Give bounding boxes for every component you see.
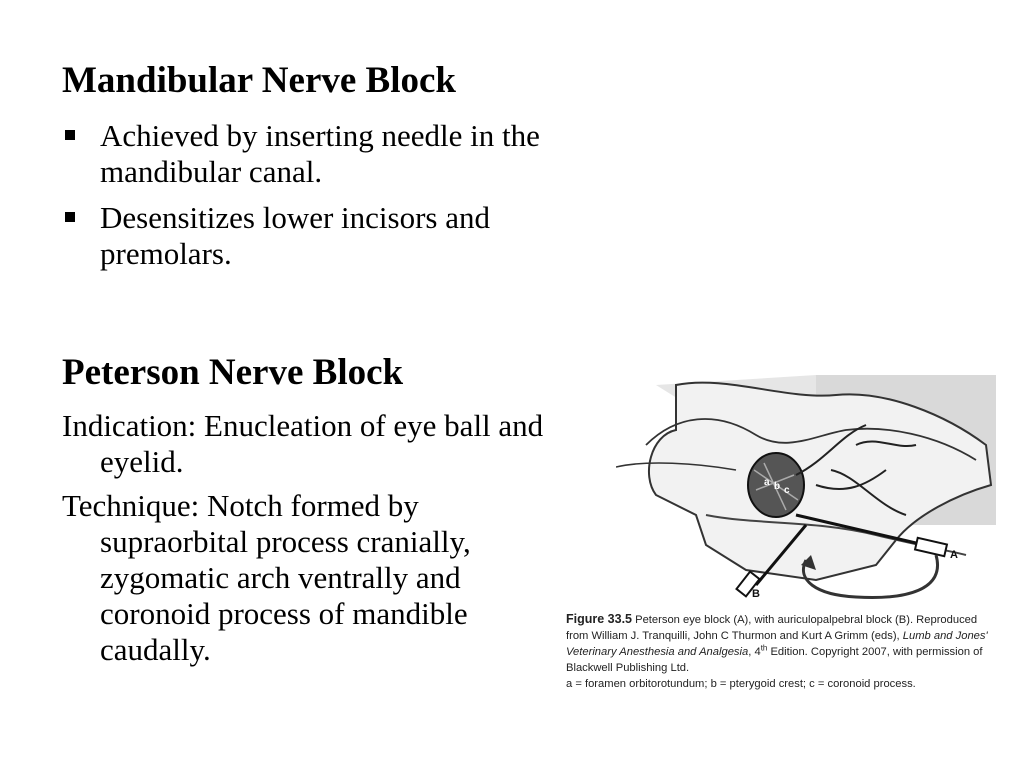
label-b: B — [752, 588, 760, 600]
label-a-small: a — [764, 477, 770, 488]
label-c-small: c — [784, 485, 790, 496]
label-a: A — [950, 549, 958, 561]
section-title-peterson: Peterson Nerve Block — [62, 352, 404, 393]
bullet-item — [62, 118, 562, 190]
figure — [566, 375, 1001, 725]
bullet-list — [62, 118, 562, 282]
label-b-small: b — [774, 481, 781, 492]
bullet-text: Achieved by inserting needle in the mandibular canal. — [100, 118, 540, 189]
bullet-text: Desensitizes lower incisors and premolars. — [100, 200, 490, 271]
caption-line1: Peterson eye block (A), with auriculopalpebral block (B). Reproduced from William J. Tranquilli, John C Thurmon and Kurt A Grimm (eds), — [566, 614, 978, 642]
technique-text: Technique: Notch formed by supraorbital process cranially, zygomatic arch ventrally and coronoid process of mandible caudally. — [62, 488, 471, 667]
square-bullet-icon — [65, 130, 75, 140]
figure-caption — [566, 611, 998, 692]
peterson-details — [62, 408, 572, 676]
anatomical-illustration — [616, 375, 996, 605]
caption-book-title: Lumb and Jones' Veterinary Anesthesia and Analgesia — [566, 630, 988, 658]
figure-label: Figure 33.5 — [566, 612, 632, 626]
caption-legend: a = foramen orbitorotundum; b = pterygoid crest; c = coronoid process. — [566, 678, 916, 690]
indication-text: Indication: Enucleation of eye ball and eyelid. — [62, 408, 544, 479]
square-bullet-icon — [65, 212, 75, 222]
caption-edition-sup: th — [760, 643, 768, 653]
section-title-mandibular: Mandibular Nerve Block — [62, 60, 456, 101]
bullet-item — [62, 200, 562, 272]
caption-edition-post: Edition. Copyright 2007, with permission of Blackwell Publishing Ltd. — [566, 646, 983, 674]
caption-edition-pre: , 4 — [748, 646, 761, 658]
